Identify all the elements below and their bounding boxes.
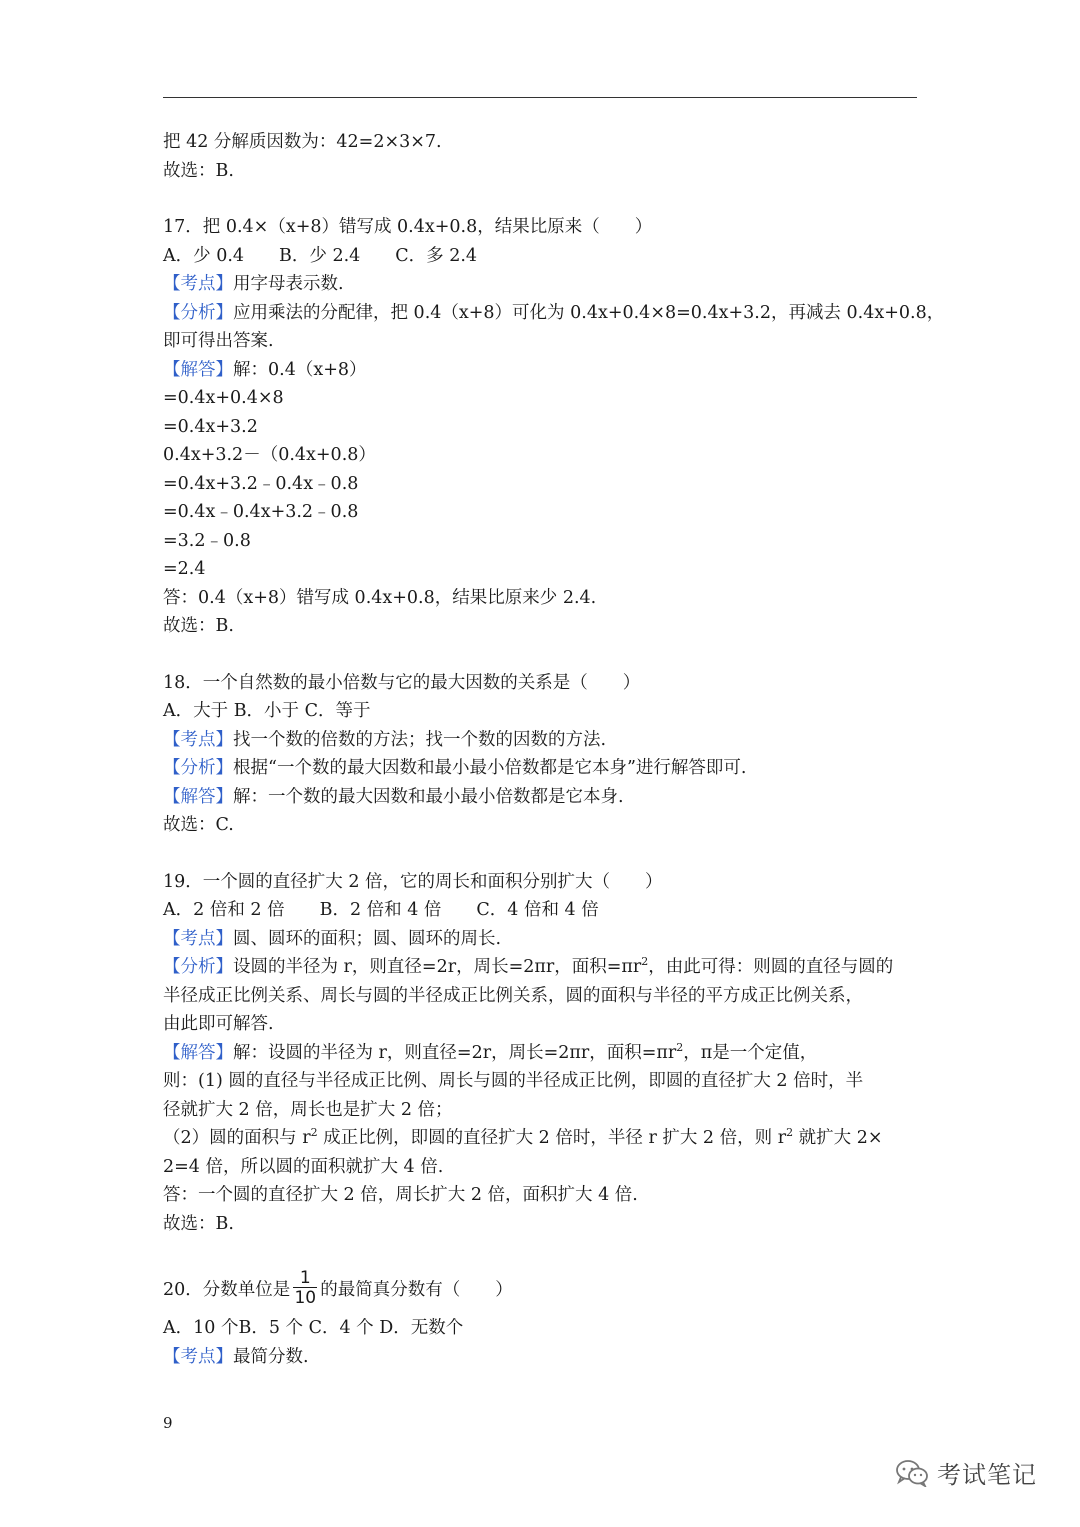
step-line: =2.4 (163, 559, 206, 579)
kaodian-tag: 【考点】 (163, 1346, 233, 1367)
question-text (163, 1262, 923, 1314)
kaodian-text: 找一个数的倍数的方法；找一个数的因数的方法. (233, 729, 607, 750)
kaodian-tag: 【考点】 (163, 274, 233, 294)
question-text: 18．一个自然数的最小倍数与它的最大因数的关系是（ ） (163, 672, 641, 693)
fraction-numerator: 1 (299, 1267, 311, 1288)
fenxi-line (163, 953, 923, 982)
question-text-b: 的最简真分数有（ ） (320, 1279, 513, 1300)
kaodian-tag: 【考点】 (163, 928, 233, 949)
solution-line: 径就扩大 2 倍，周长也是扩大 2 倍； (163, 1099, 453, 1120)
fenxi-tag: 【分析】 (163, 957, 233, 977)
superscript: 2 (310, 1126, 318, 1139)
jieda-tag: 【解答】 (163, 359, 233, 380)
question-20 (163, 1262, 923, 1371)
answer-line: 答：0.4（x+8）错写成 0.4x+0.8，结果比原来少 2.4. (163, 587, 597, 608)
jieda-tag: 【解答】 (163, 786, 233, 807)
jieda-tag: 【解答】 (163, 1042, 233, 1063)
kaodian-tag: 【考点】 (163, 729, 233, 750)
question-17 (163, 213, 945, 641)
jieda-text: 解：0.4（x+8） (233, 359, 367, 380)
kaodian-text: 圆、圆环的面积；圆、圆环的周长. (233, 928, 502, 949)
kaodian-line (163, 1343, 923, 1372)
question-text: 19．一个圆的直径扩大 2 倍，它的周长和面积分别扩大（ ） (163, 871, 663, 892)
header-rule (163, 97, 917, 98)
question-options: A．2 倍和 2 倍 B．2 倍和 4 倍 C．4 倍和 4 倍 (163, 900, 599, 920)
solution-text: （2）圆的面积与 r (163, 1128, 311, 1148)
jieda-line (163, 1039, 923, 1068)
fenxi-text: ，由此可得：则圆的直径与圆的 (648, 957, 894, 977)
step-line: =0.4x+3.2﹣0.4x﹣0.8 (163, 473, 359, 494)
kaodian-text: 用字母表示数. (233, 274, 344, 294)
fenxi-text: 应用乘法的分配律，把 0.4（x+8）可化为 0.4x+0.4×8=0.4x+3.2，再减去 0.4x+0.8， (233, 302, 945, 323)
superscript: 2 (641, 955, 649, 968)
fenxi-tag: 【分析】 (163, 302, 233, 323)
solution-line: 2=4 倍，所以圆的面积就扩大 4 倍. (163, 1156, 444, 1177)
kaodian-line (163, 726, 923, 755)
step-line: =0.4x+3.2 (163, 416, 258, 437)
fenxi-text: 根据“一个数的最大因数和最小最小倍数都是它本身”进行解答即可. (233, 758, 747, 778)
fenxi-tag: 【分析】 (163, 758, 233, 778)
kaodian-line (163, 270, 923, 299)
solution-line: 则：(1) 圆的直径与半径成正比例、周长与圆的半径成正比例，即圆的直径扩大 2 倍时，半 (163, 1071, 864, 1091)
question-text: 17．把 0.4×（x+8）错写成 0.4x+0.8，结果比原来（ ） (163, 217, 653, 237)
fenxi-line (163, 299, 945, 328)
watermark (895, 1455, 1037, 1490)
fenxi-line-3: 由此即可解答. (163, 1014, 274, 1034)
prev-solution-line: 把 42 分解质因数为：42=2×3×7. (163, 132, 442, 152)
jieda-line (163, 356, 923, 385)
step-line: =0.4x+0.4×8 (163, 388, 284, 408)
watermark-text: 考试笔记 (937, 1461, 1037, 1489)
choice-line: 故选：C. (163, 815, 234, 835)
jieda-text: 解：设圆的半径为 r，则直径=2r，周长=2πr，面积=πr (233, 1042, 677, 1063)
step-line: 0.4x+3.2－（0.4x+0.8） (163, 445, 376, 465)
answer-line: 答：一个圆的直径扩大 2 倍，周长扩大 2 倍，面积扩大 4 倍. (163, 1185, 638, 1205)
fenxi-line-2: 半径成正比例关系、周长与圆的半径成正比例关系，圆的面积与半径的平方成正比例关系， (163, 985, 863, 1006)
fraction-denominator: 10 (294, 1287, 317, 1308)
question-18 (163, 669, 923, 840)
choice-line: 故选：B. (163, 1213, 234, 1234)
choice-line: 故选：B. (163, 616, 234, 636)
fenxi-text: 设圆的半径为 r，则直径=2r，周长=2πr，面积=πr (233, 957, 642, 977)
question-text-a: 20．分数单位是 (163, 1279, 291, 1300)
page-content (163, 128, 945, 1371)
prev-choice-line: 故选：B. (163, 160, 234, 181)
step-line: =3.2﹣0.8 (163, 530, 251, 551)
jieda-text: 解：一个数的最大因数和最小最小倍数都是它本身. (233, 786, 624, 807)
kaodian-text: 最简分数. (233, 1346, 309, 1367)
question-options: A．少 0.4 B．少 2.4 C．多 2.4 (163, 245, 478, 266)
superscript: 2 (676, 1040, 684, 1054)
fenxi-line (163, 754, 923, 783)
question-options: A．10 个B．5 个 C．4 个 D．无数个 (163, 1318, 464, 1338)
step-line: =0.4x﹣0.4x+3.2﹣0.8 (163, 502, 359, 522)
solution-line (163, 1124, 923, 1153)
wechat-icon (895, 1459, 929, 1487)
fenxi-line-2: 即可得出答案. (163, 331, 274, 351)
solution-text: 成正比例，即圆的直径扩大 2 倍时，半径 r 扩大 2 倍，则 r (317, 1128, 787, 1148)
fraction (293, 1269, 317, 1308)
solution-text: 就扩大 2× (793, 1128, 883, 1148)
superscript: 2 (786, 1126, 794, 1139)
page-number: 9 (163, 1414, 173, 1432)
question-options: A．大于 B．小于 C．等于 (163, 701, 371, 721)
jieda-text: ，π是一个定值， (683, 1042, 818, 1063)
jieda-line (163, 783, 923, 812)
kaodian-line (163, 925, 923, 954)
question-19 (163, 868, 923, 1239)
